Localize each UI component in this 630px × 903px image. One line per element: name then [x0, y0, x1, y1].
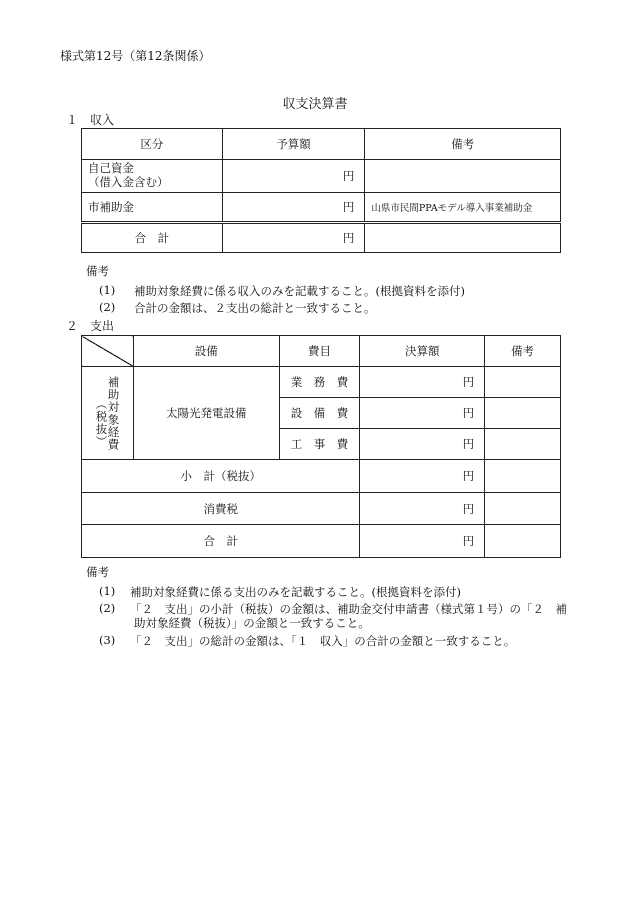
table-row: [82, 223, 561, 253]
expense-item-construction: 工 事 費: [279, 429, 360, 460]
income-note-2-num: (2): [99, 300, 116, 314]
expense-total-amount: 円: [360, 525, 485, 558]
income-category-city-subsidy: 市補助金: [82, 193, 223, 223]
expense-header-remarks: 備考: [485, 336, 561, 367]
document-title: 収支決算書: [282, 97, 348, 112]
expense-note-3-text: 「２ 支出」の総計の金額は、「１ 収入」の合計の金額と一致すること。: [130, 634, 516, 648]
expense-item-business: 業 務 費: [279, 367, 360, 398]
expense-section-label: ２ 支出: [66, 319, 115, 333]
expense-item-construction-remark: [485, 429, 561, 460]
income-own-funds-amount: 円: [222, 160, 365, 193]
income-section-label: １ 収入: [66, 113, 115, 127]
expense-group-label-sub: （税抜）: [94, 397, 109, 448]
expense-subtotal-remark: [485, 460, 561, 493]
expense-table: [81, 335, 561, 558]
expense-header-item: 費目: [279, 336, 360, 367]
expense-tax-label: 消費税: [82, 493, 360, 525]
table-row: [82, 460, 561, 493]
income-note-1-num: (1): [99, 283, 116, 297]
income-own-funds-remark: [365, 160, 561, 193]
expense-notes-title: 備考: [86, 565, 109, 579]
expense-item-business-amount: 円: [360, 367, 485, 398]
form-number-label: 様式第12号（第12条関係）: [60, 49, 211, 63]
income-header-budget: 予算額: [222, 129, 365, 160]
income-total-remark: [365, 223, 561, 253]
expense-tax-amount: 円: [360, 493, 485, 525]
expense-item-construction-amount: 円: [360, 429, 485, 460]
expense-note-2-num: (2): [99, 601, 116, 615]
income-city-subsidy-remark: 山県市民間PPAモデル導入事業補助金: [365, 193, 561, 223]
expense-item-business-remark: [485, 367, 561, 398]
expense-subtotal-amount: 円: [360, 460, 485, 493]
table-row: [82, 367, 561, 398]
expense-equipment-name: 太陽光発電設備: [133, 367, 279, 460]
income-table: [81, 128, 561, 253]
income-total-label: 合 計: [82, 223, 223, 253]
income-category-own-funds: 自己資金 （借入金含む）: [82, 160, 223, 193]
income-header-remarks: 備考: [365, 129, 561, 160]
table-row: [82, 525, 561, 558]
income-note-1-text: 補助対象経費に係る収入のみを記載すること。(根拠資料を添付): [134, 284, 465, 298]
expense-tax-remark: [485, 493, 561, 525]
expense-note-3-num: (3): [99, 633, 116, 647]
expense-header-actual: 決算額: [360, 336, 485, 367]
expense-header-equipment: 設備: [133, 336, 279, 367]
expense-subtotal-label: 小 計（税抜）: [82, 460, 360, 493]
expense-item-equipment-remark: [485, 398, 561, 429]
expense-item-equipment-amount: 円: [360, 398, 485, 429]
expense-group-label: [82, 367, 134, 460]
expense-corner-cell: [82, 336, 134, 367]
expense-total-remark: [485, 525, 561, 558]
table-row: [82, 493, 561, 525]
income-total-amount: 円: [222, 223, 365, 253]
expense-note-2-line2: 助対象経費（税抜）」の金額と一致すること。: [134, 616, 370, 630]
expense-note-2-line1: 「２ 支出」の小計（税抜）の金額は、補助金交付申請書（様式第１号）の「２ 補: [130, 602, 567, 616]
table-row: [82, 160, 561, 193]
income-header-category: 区分: [82, 129, 223, 160]
income-city-subsidy-amount: 円: [222, 193, 365, 223]
expense-item-equipment: 設 備 費: [279, 398, 360, 429]
income-note-2-text: 合計の金額は、２支出の総計と一致すること。: [134, 301, 376, 315]
expense-total-label: 合 計: [82, 525, 360, 558]
expense-note-1-text: 補助対象経費に係る支出のみを記載すること。(根拠資料を添付): [130, 585, 461, 599]
expense-note-1-num: (1): [99, 584, 116, 598]
expense-group-label-main: 補助対象経費: [106, 375, 121, 451]
table-row: [82, 193, 561, 223]
income-notes-title: 備考: [86, 264, 109, 278]
